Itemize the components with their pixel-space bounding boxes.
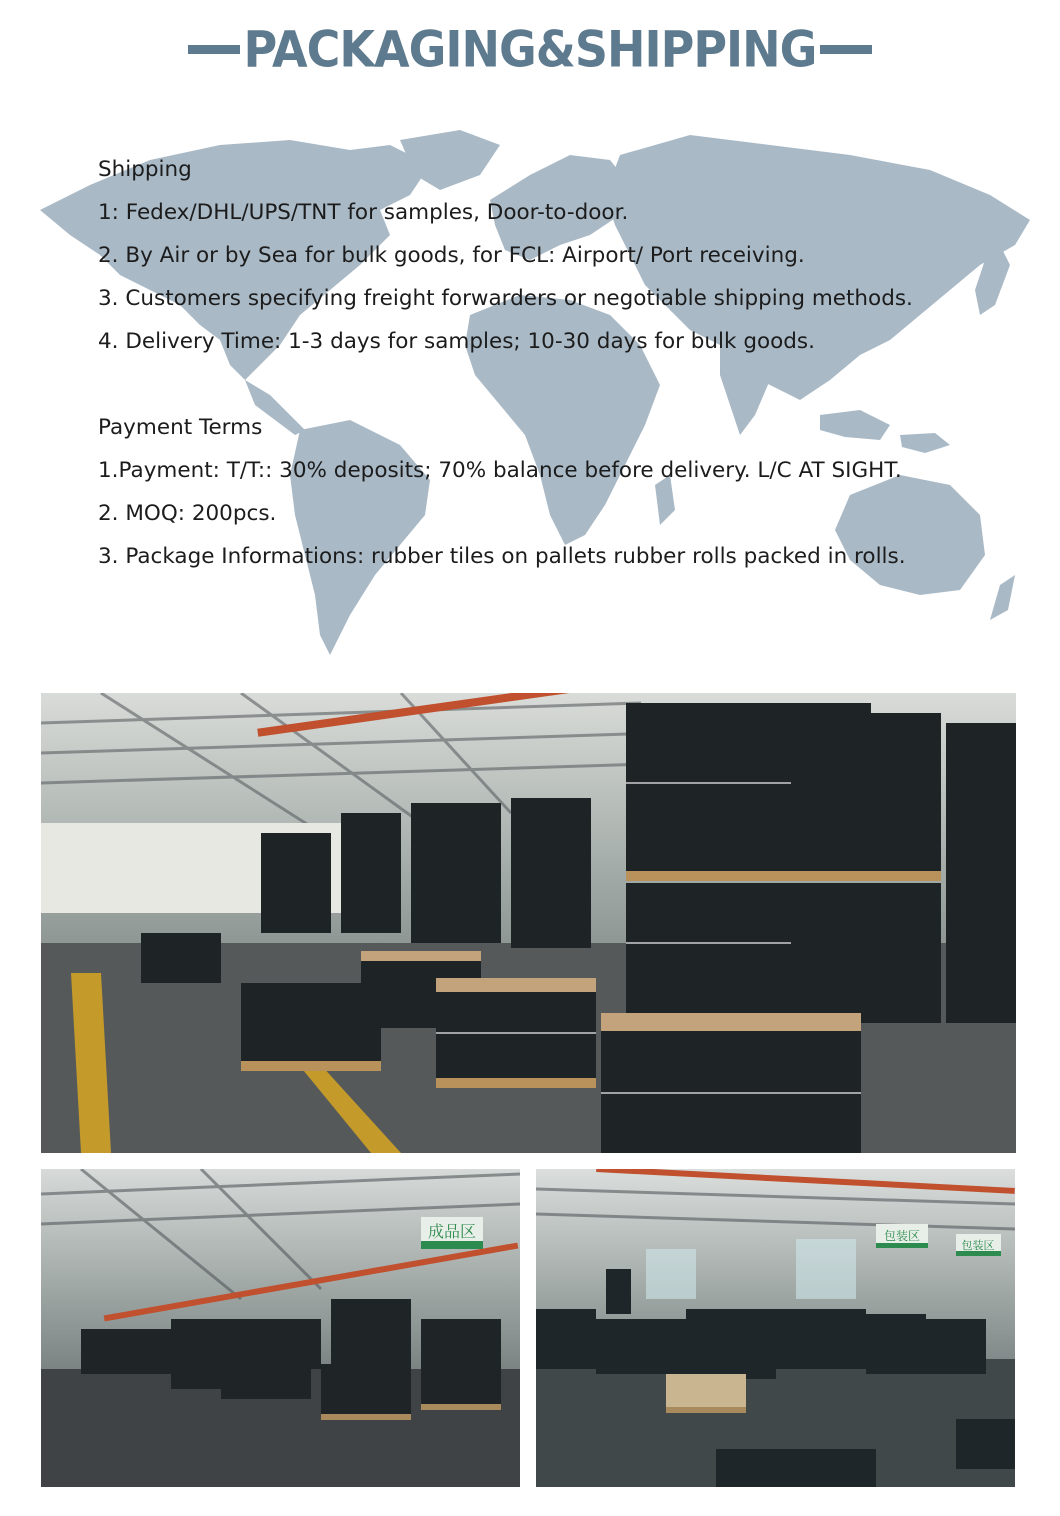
shipping-item: 1: Fedex/DHL/UPS/TNT for samples, Door-to-door. <box>98 200 629 225</box>
header-left-bar <box>188 45 240 54</box>
section-spacer <box>98 363 1018 406</box>
warehouse-photo-main <box>41 693 1016 1153</box>
shipping-item: 4. Delivery Time: 1-3 days for samples; 10-30 days for bulk goods. <box>98 329 815 354</box>
shipping-heading: Shipping <box>98 157 192 182</box>
warehouse-photo-right <box>536 1169 1015 1487</box>
sign-label: 包装区 <box>961 1239 995 1252</box>
shipping-item: 3. Customers specifying freight forwarders or negotiable shipping methods. <box>98 286 913 311</box>
payment-item: 1.Payment: T/T:: 30% deposits; 70% balance before delivery. L/C AT SIGHT. <box>98 458 902 483</box>
section-header <box>0 14 1060 84</box>
page-title: PACKAGING&SHIPPING <box>243 19 817 79</box>
warehouse-photo-left <box>41 1169 520 1487</box>
header-right-bar <box>820 45 872 54</box>
payment-item: 3. Package Informations: rubber tiles on pallets rubber rolls packed in rolls. <box>98 544 906 569</box>
shipping-item: 2. By Air or by Sea for bulk goods, for FCL: Airport/ Port receiving. <box>98 243 805 268</box>
sign-label: 成品区 <box>427 1222 477 1241</box>
sign-label: 包装区 <box>883 1229 921 1243</box>
payment-item: 2. MOQ: 200pcs. <box>98 501 277 526</box>
payment-heading: Payment Terms <box>98 415 263 440</box>
terms-text-block <box>98 148 1018 578</box>
